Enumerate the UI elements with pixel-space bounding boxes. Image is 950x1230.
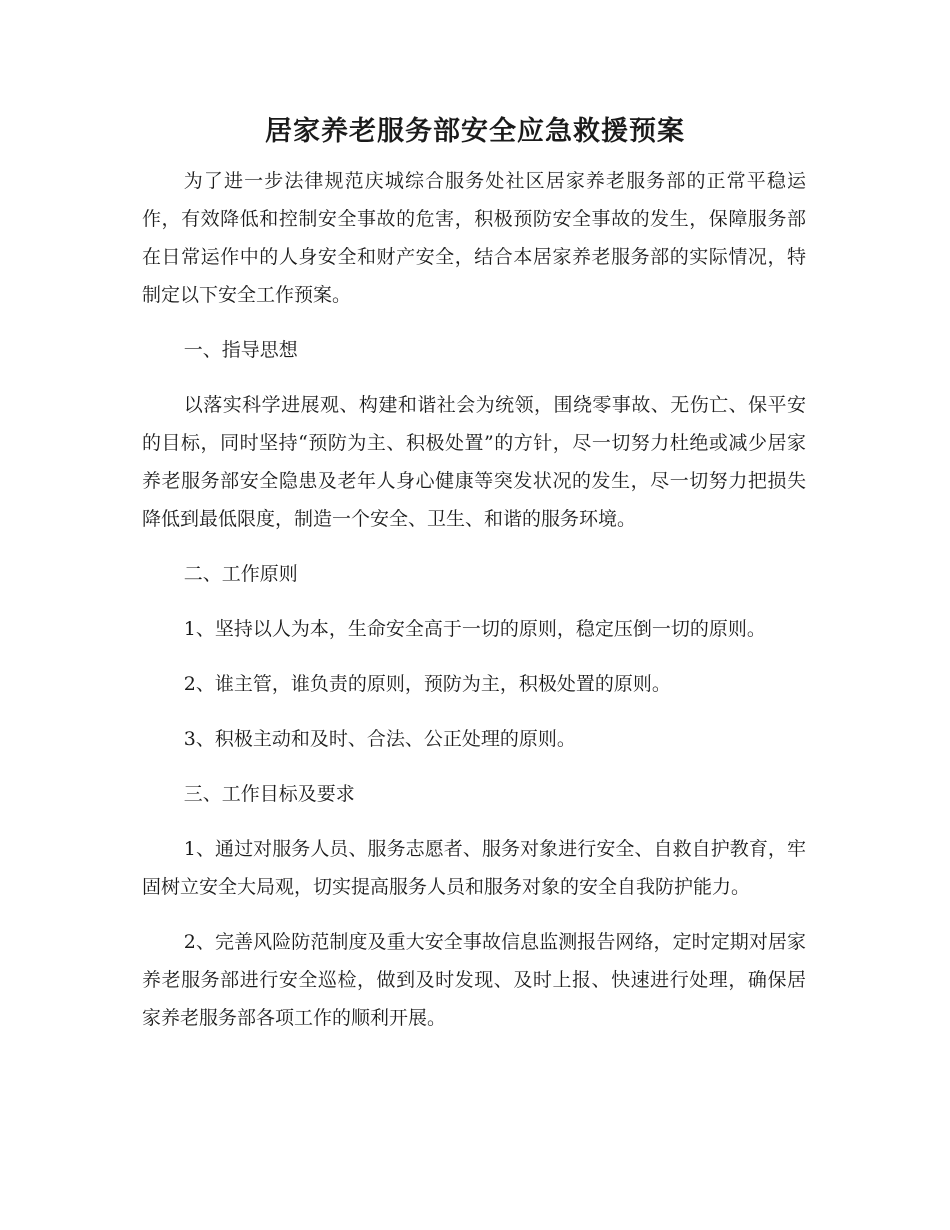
intro-paragraph: 为了进一步法律规范庆城综合服务处社区居家养老服务部的正常平稳运作，有效降低和控制安全事故的危害，积极预防安全事故的发生，保障服务部在日常运作中的人身安全和财产安全，结合本居家养老服务部的实际情况，特制定以下安全工作预案。 [142,170,806,306]
document-title: 居家养老服务部安全应急救援预案 [265,116,685,147]
section-heading-work-principles: 二、工作原则 [183,563,298,585]
section-heading-guiding-ideology: 一、指导思想 [183,339,298,361]
goal-item-2: 2、完善风险防范制度及重大安全事故信息监测报告网络，定时定期对居家养老服务部进行安全巡检，做到及时发现、及时上报、快速进行处理，确保居家养老服务部各项工作的顺利开展。 [142,931,806,1029]
goal-item-1: 1、通过对服务人员、服务志愿者、服务对象进行安全、自救自护教育，牢固树立安全大局观，切实提高服务人员和服务对象的安全自我防护能力。 [142,838,806,898]
principle-item-3: 3、积极主动和及时、合法、公正处理的原则。 [183,728,576,750]
document-body [142,162,806,1054]
guiding-ideology-paragraph: 以落实科学进展观、构建和谐社会为统领，围绕零事故、无伤亡、保平安的目标，同时坚持“预防为主、积极处置”的方针，尽一切努力杜绝或减少居家养老服务部安全隐患及老年人身心健康等突发状况的发生，尽一切努力把损失降低到最低限度，制造一个安全、卫生、和谐的服务环境。 [142,394,806,530]
section-heading-goals: 三、工作目标及要求 [183,783,355,805]
principle-item-1: 1、坚持以人为本，生命安全高于一切的原则，稳定压倒一切的原则。 [183,618,766,640]
principle-item-2: 2、谁主管，谁负责的原则，预防为主，积极处置的原则。 [183,673,671,695]
